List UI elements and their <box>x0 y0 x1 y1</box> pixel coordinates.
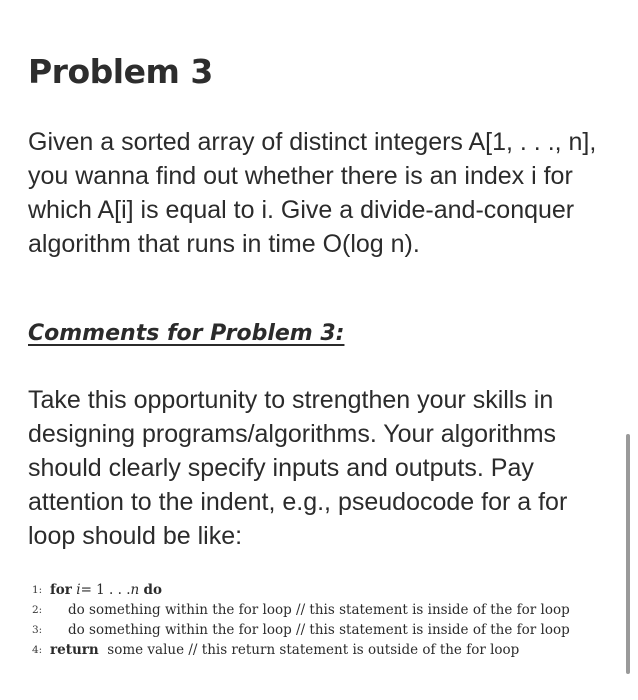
pseudocode-line-3 <box>32 620 622 640</box>
loop-body-statement: do something within the for loop // this statement is inside of the for loop <box>68 602 570 618</box>
pseudocode-line-1 <box>32 580 622 600</box>
comments-paragraph: Take this opportunity to strengthen your skills in designing programs/algorithms. Your algorithms should clearly specify inputs and outputs. Pay attention to the indent, e.g., pseudocode for a for loop should be like: <box>28 386 568 550</box>
for-keyword: for <box>50 582 72 598</box>
line-number: 3: <box>32 624 43 636</box>
loop-range: = 1 . . . <box>80 582 131 598</box>
return-statement: some value // this return statement is outside of the for loop <box>107 642 520 658</box>
loop-bound: n <box>130 582 140 598</box>
comments-heading: Comments for Problem 3: <box>28 321 345 346</box>
vertical-scrollbar[interactable] <box>626 434 630 674</box>
loop-body-statement: do something within the for loop // this statement is inside of the for loop <box>68 622 570 638</box>
return-keyword: return <box>50 642 99 658</box>
pseudocode-block <box>32 580 622 660</box>
loop-variable: i <box>76 582 81 598</box>
problem-statement: Given a sorted array of distinct integers A[1, . . ., n], you wanna find out whether there is an index i for which A[i] is equal to i. Give a divide-and-conquer algorithm that runs in time O(log n). <box>28 128 597 258</box>
pseudocode-line-4 <box>32 640 622 660</box>
line-number: 4: <box>32 644 43 656</box>
problem-title: Problem 3 <box>28 52 213 91</box>
pseudocode-line-2 <box>32 600 622 620</box>
line-number: 2: <box>32 604 43 616</box>
line-number: 1: <box>32 584 43 596</box>
do-keyword: do <box>143 582 162 598</box>
